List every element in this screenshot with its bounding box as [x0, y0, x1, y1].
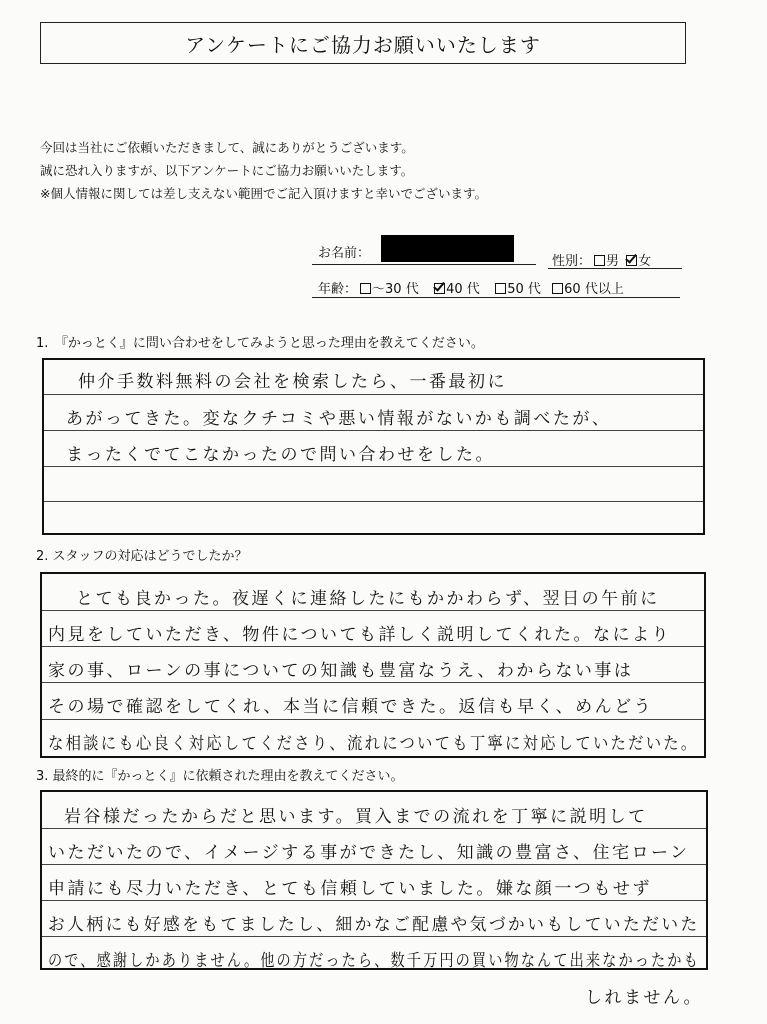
- gender-male-checkbox[interactable]: [594, 255, 605, 266]
- age-underline: [312, 297, 680, 298]
- handwritten-answer-line: いただいたので、イメージする事ができたし、知識の豊富さ、住宅ローン: [48, 843, 690, 863]
- intro-line: ※個人情報に関しては差し支えない範囲でご記入頂けますと幸いでございます。: [40, 186, 487, 201]
- ruled-line: [44, 394, 703, 395]
- ruled-line: [42, 828, 706, 829]
- answer-box-3: [40, 790, 708, 970]
- age-checkbox-40s[interactable]: [434, 283, 445, 294]
- gender-male-label: 男: [606, 254, 620, 269]
- ruled-line: [42, 719, 704, 720]
- age-checkbox-60s-plus[interactable]: [552, 283, 563, 294]
- ruled-line: [42, 610, 704, 611]
- handwritten-answer-line: な相談にも心良く対応してくださり、流れについても丁寧に対応していただいた。: [48, 734, 699, 754]
- survey-title: アンケートにご協力お願いいたします: [40, 22, 686, 64]
- ruled-line: [42, 936, 706, 937]
- gender-label: 性別：: [552, 254, 592, 269]
- ruled-line: [42, 646, 704, 647]
- question-1: 1. 『かっとく』に問い合わせをしてみようと思った理由を教えてください。: [36, 336, 484, 351]
- gender-female-checkbox[interactable]: [626, 255, 637, 266]
- handwritten-answer-line: 申請にも尽力いただき、とても信頼していました。嫌な顔一つもせず: [48, 879, 652, 899]
- age-option-label: 60 代以上: [564, 282, 624, 297]
- intro-line: 誠に恐れ入りますが、以下アンケートにご協力お願いいたします。: [40, 163, 414, 178]
- handwritten-answer-line: しれません。: [585, 988, 704, 1008]
- handwritten-answer-line: とても良かった。夜遅くに連絡したにもかかわらず、翌日の午前に: [76, 589, 660, 609]
- name-redaction: [381, 235, 514, 262]
- handwritten-answer-line: ので、感謝しかありません。他の方だったら、数千万円の買い物なんて出来なかったかも: [48, 951, 700, 971]
- intro-line: 今回は当社にご依頼いただきまして、誠にありがとうございます。: [40, 140, 414, 155]
- age-option-label: 40 代: [446, 282, 480, 297]
- ruled-line: [42, 900, 706, 901]
- handwritten-answer-line: 仲介手数料無料の会社を検索したら、一番最初に: [78, 372, 507, 392]
- ruled-line: [44, 430, 703, 431]
- handwritten-answer-line: 家の事、ローンの事についての知識も豊富なうえ、わからない事は: [48, 661, 634, 681]
- handwritten-answer-line: 岩谷様だったからだと思います。買入までの流れを丁寧に説明して: [64, 807, 648, 827]
- age-label: 年齢：: [318, 282, 358, 297]
- answer-box-1: [42, 358, 705, 535]
- age-checkbox-under-30[interactable]: [360, 283, 371, 294]
- handwritten-answer-line: その場で確認をしてくれ、本当に信頼できた。返信も早く、めんどう: [48, 697, 654, 717]
- handwritten-answer-line: 内見をしていただき、物件についても詳しく説明してくれた。なにより: [48, 625, 671, 645]
- handwritten-answer-line: お人柄にも好感をもてましたし、細かなご配慮や気づかいもしていただいた: [48, 915, 700, 935]
- ruled-line: [42, 864, 706, 865]
- ruled-line: [42, 682, 704, 683]
- gender-female-label: 女: [638, 254, 652, 269]
- gender-field: [552, 250, 651, 269]
- ruled-line: [44, 466, 703, 467]
- question-2: 2. スタッフの対応はどうでしたか？: [36, 549, 248, 564]
- age-checkbox-50s[interactable]: [495, 283, 506, 294]
- age-option-label: 50 代: [507, 282, 541, 297]
- gender-underline: [548, 268, 682, 269]
- answer-box-2: [40, 572, 706, 758]
- age-field: [318, 278, 624, 297]
- handwritten-answer-line: あがってきた。変なクチコミや悪い情報がないかも調べたが、: [66, 409, 612, 429]
- age-option-label: ～30 代: [372, 282, 419, 297]
- question-3: 3. 最終的に『かっとく』に依頼された理由を教えてください。: [36, 769, 404, 784]
- name-underline: [312, 264, 536, 265]
- handwritten-answer-line: まったくでてこなかったので問い合わせをした。: [66, 445, 495, 465]
- name-label: お名前：: [318, 246, 371, 261]
- intro-text: [40, 136, 487, 205]
- ruled-line: [44, 501, 703, 502]
